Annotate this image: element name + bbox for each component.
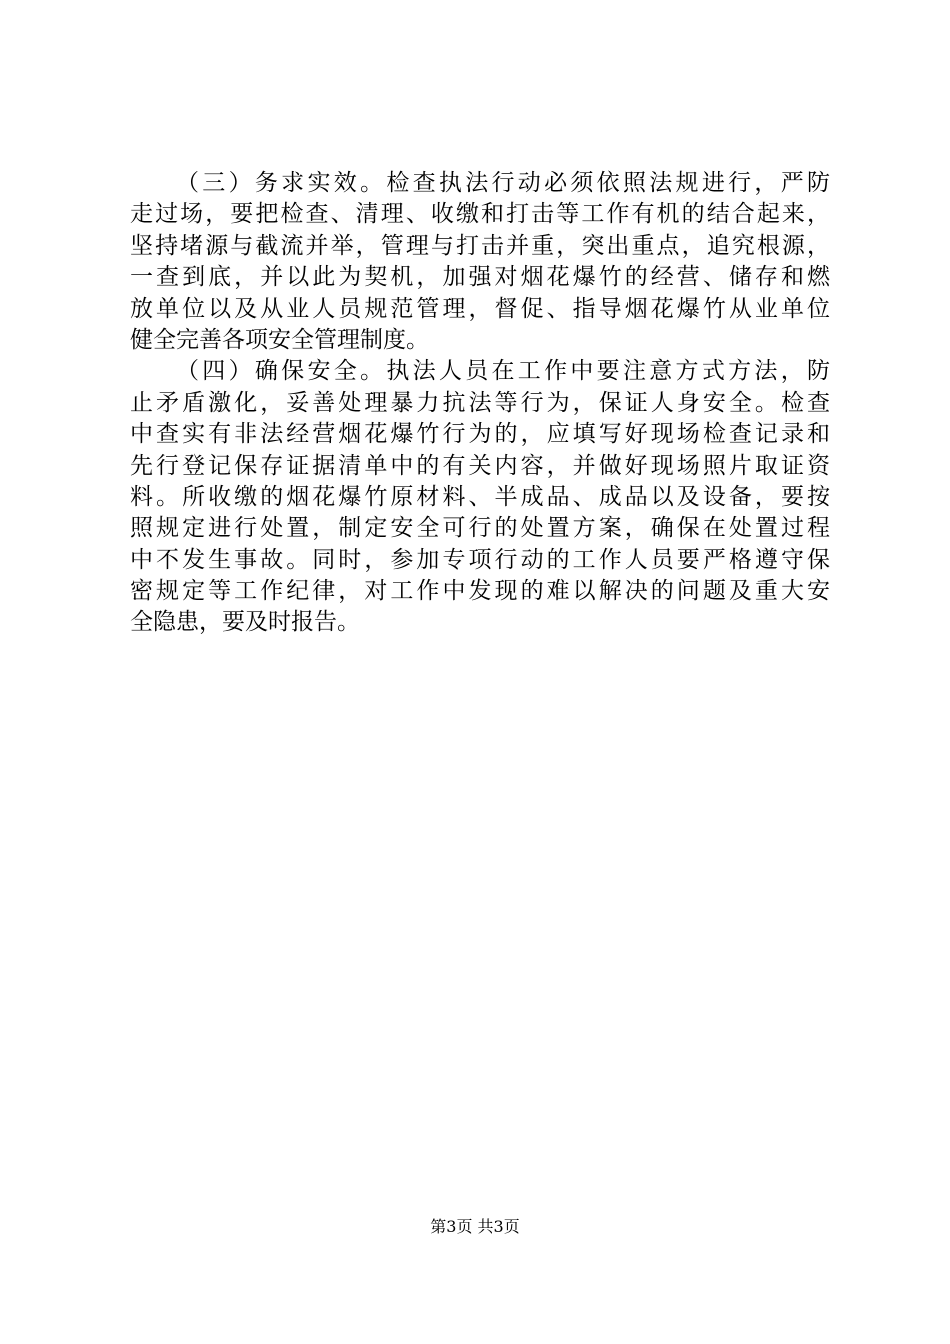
text-line: 健全完善各项安全管理制度。 <box>130 326 429 353</box>
text-line: 止矛盾激化，妥善处理暴力抗法等行为，保证人身安全。检查 <box>130 389 830 416</box>
page-footer: 第3页 共3页 <box>430 1217 520 1236</box>
document-body <box>130 168 830 639</box>
text-line: 全隐患，要及时报告。 <box>130 609 360 636</box>
text-line: 照规定进行处置，制定安全可行的处置方案，确保在处置过程 <box>130 515 830 542</box>
text-line: 密规定等工作纪律，对工作中发现的难以解决的问题及重大安 <box>130 578 830 605</box>
text-line: 坚持堵源与截流并举，管理与打击并重，突出重点，追究根源， <box>130 232 830 259</box>
text-line: 放单位以及从业人员规范管理，督促、指导烟花爆竹从业单位 <box>130 295 830 322</box>
text-line: 中不发生事故。同时，参加专项行动的工作人员要严格遵守保 <box>130 546 830 573</box>
text-line: 一查到底，并以此为契机，加强对烟花爆竹的经营、储存和燃 <box>130 264 830 291</box>
paragraph-ensure-safety <box>130 356 830 639</box>
text-line: （四）确保安全。执法人员在工作中要注意方式方法，防 <box>176 358 830 385</box>
text-line: （三）务求实效。检查执法行动必须依照法规进行，严防 <box>176 170 830 196</box>
text-line: 走过场，要把检查、清理、收缴和打击等工作有机的结合起来， <box>130 201 830 228</box>
text-line: 中查实有非法经营烟花爆竹行为的，应填写好现场检查记录和 <box>130 421 830 448</box>
text-line: 料。所收缴的烟花爆竹原材料、半成品、成品以及设备，要按 <box>130 483 830 510</box>
text-line: 先行登记保存证据清单中的有关内容，并做好现场照片取证资 <box>130 452 830 479</box>
paragraph-inspection-effectiveness <box>130 168 830 356</box>
